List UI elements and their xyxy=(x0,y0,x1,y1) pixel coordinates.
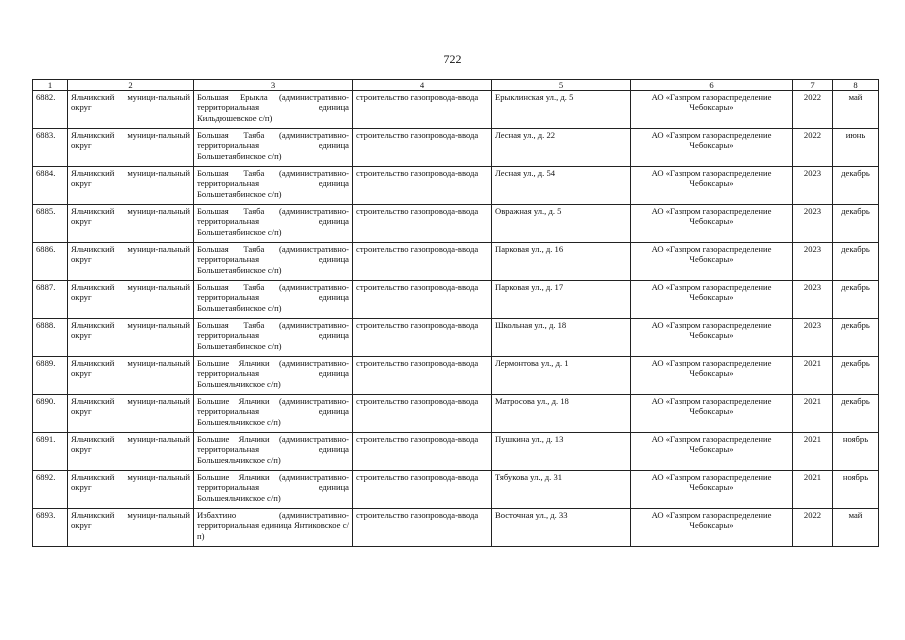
month-cell: июнь xyxy=(833,129,879,167)
settlement-cell: Большая Таяба (административно-территориальная единица Большетаябинское с/п) xyxy=(194,243,353,281)
work-type-cell: строительство газопровода-ввода xyxy=(353,319,492,357)
work-type-cell: строительство газопровода-ввода xyxy=(353,205,492,243)
row-number-cell: 6893. xyxy=(33,509,68,547)
organization-cell: АО «Газпром газораспределение Чебоксары» xyxy=(631,319,793,357)
year-cell: 2023 xyxy=(793,319,833,357)
organization-cell: АО «Газпром газораспределение Чебоксары» xyxy=(631,205,793,243)
settlement-cell: Большие Яльчики (административно-территориальная единица Большеяльчикское с/п) xyxy=(194,471,353,509)
table-header-row xyxy=(33,80,879,91)
work-type-cell: строительство газопровода-ввода xyxy=(353,243,492,281)
settlement-cell: Избахтино (административно-территориальная единица Янтиковское с/п) xyxy=(194,509,353,547)
table-row xyxy=(33,243,879,281)
year-cell: 2022 xyxy=(793,509,833,547)
table-row xyxy=(33,357,879,395)
work-type-cell: строительство газопровода-ввода xyxy=(353,433,492,471)
organization-cell: АО «Газпром газораспределение Чебоксары» xyxy=(631,357,793,395)
address-cell: Пушкина ул., д. 13 xyxy=(492,433,631,471)
year-cell: 2023 xyxy=(793,281,833,319)
table-body xyxy=(33,91,879,547)
page-number: 722 xyxy=(443,52,462,66)
settlement-cell: Большая Ерыкла (административно-территориальная единица Кильдюшевское с/п) xyxy=(194,91,353,129)
table-row xyxy=(33,129,879,167)
organization-cell: АО «Газпром газораспределение Чебоксары» xyxy=(631,243,793,281)
work-type-cell: строительство газопровода-ввода xyxy=(353,471,492,509)
row-number-cell: 6892. xyxy=(33,471,68,509)
address-cell: Тябукова ул., д. 31 xyxy=(492,471,631,509)
column-header: 4 xyxy=(353,80,492,91)
district-cell: Яльчикский муници-пальный округ xyxy=(68,91,194,129)
organization-cell: АО «Газпром газораспределение Чебоксары» xyxy=(631,91,793,129)
district-cell: Яльчикский муници-пальный округ xyxy=(68,433,194,471)
organization-cell: АО «Газпром газораспределение Чебоксары» xyxy=(631,129,793,167)
work-type-cell: строительство газопровода-ввода xyxy=(353,395,492,433)
month-cell: май xyxy=(833,509,879,547)
district-cell: Яльчикский муници-пальный округ xyxy=(68,357,194,395)
address-cell: Школьная ул., д. 18 xyxy=(492,319,631,357)
year-cell: 2021 xyxy=(793,395,833,433)
year-cell: 2023 xyxy=(793,243,833,281)
column-header: 2 xyxy=(68,80,194,91)
district-cell: Яльчикский муници-пальный округ xyxy=(68,129,194,167)
district-cell: Яльчикский муници-пальный округ xyxy=(68,471,194,509)
address-cell: Лермонтова ул., д. 1 xyxy=(492,357,631,395)
column-header: 5 xyxy=(492,80,631,91)
month-cell: декабрь xyxy=(833,205,879,243)
row-number-cell: 6885. xyxy=(33,205,68,243)
table-row xyxy=(33,205,879,243)
work-type-cell: строительство газопровода-ввода xyxy=(353,167,492,205)
district-cell: Яльчикский муници-пальный округ xyxy=(68,243,194,281)
organization-cell: АО «Газпром газораспределение Чебоксары» xyxy=(631,281,793,319)
settlement-cell: Большие Яльчики (административно-территориальная единица Большеяльчикское с/п) xyxy=(194,433,353,471)
month-cell: декабрь xyxy=(833,243,879,281)
address-cell: Овражная ул., д. 5 xyxy=(492,205,631,243)
work-type-cell: строительство газопровода-ввода xyxy=(353,281,492,319)
district-cell: Яльчикский муници-пальный округ xyxy=(68,205,194,243)
row-number-cell: 6882. xyxy=(33,91,68,129)
year-cell: 2022 xyxy=(793,91,833,129)
address-cell: Матросова ул., д. 18 xyxy=(492,395,631,433)
district-cell: Яльчикский муници-пальный округ xyxy=(68,167,194,205)
table-row xyxy=(33,167,879,205)
table-row xyxy=(33,433,879,471)
table-row xyxy=(33,319,879,357)
row-number-cell: 6891. xyxy=(33,433,68,471)
district-cell: Яльчикский муници-пальный округ xyxy=(68,319,194,357)
settlement-cell: Большая Таяба (административно-территориальная единица Большетаябинское с/п) xyxy=(194,205,353,243)
organization-cell: АО «Газпром газораспределение Чебоксары» xyxy=(631,433,793,471)
address-cell: Лесная ул., д. 54 xyxy=(492,167,631,205)
row-number-cell: 6888. xyxy=(33,319,68,357)
row-number-cell: 6886. xyxy=(33,243,68,281)
settlement-cell: Большая Таяба (административно-территориальная единица Большетаябинское с/п) xyxy=(194,281,353,319)
column-header: 1 xyxy=(33,80,68,91)
row-number-cell: 6884. xyxy=(33,167,68,205)
district-cell: Яльчикский муници-пальный округ xyxy=(68,281,194,319)
month-cell: декабрь xyxy=(833,357,879,395)
organization-cell: АО «Газпром газораспределение Чебоксары» xyxy=(631,471,793,509)
organization-cell: АО «Газпром газораспределение Чебоксары» xyxy=(631,509,793,547)
column-header: 7 xyxy=(793,80,833,91)
address-cell: Восточная ул., д. 33 xyxy=(492,509,631,547)
settlement-cell: Большие Яльчики (административно-территориальная единица Большеяльчикское с/п) xyxy=(194,395,353,433)
organization-cell: АО «Газпром газораспределение Чебоксары» xyxy=(631,395,793,433)
settlement-cell: Большая Таяба (административно-территориальная единица Большетаябинское с/п) xyxy=(194,167,353,205)
column-header: 8 xyxy=(833,80,879,91)
work-type-cell: строительство газопровода-ввода xyxy=(353,129,492,167)
row-number-cell: 6890. xyxy=(33,395,68,433)
column-header: 6 xyxy=(631,80,793,91)
year-cell: 2021 xyxy=(793,471,833,509)
table-row xyxy=(33,91,879,129)
work-type-cell: строительство газопровода-ввода xyxy=(353,91,492,129)
row-number-cell: 6887. xyxy=(33,281,68,319)
address-cell: Лесная ул., д. 22 xyxy=(492,129,631,167)
month-cell: ноябрь xyxy=(833,471,879,509)
address-cell: Ерыклинская ул., д. 5 xyxy=(492,91,631,129)
month-cell: декабрь xyxy=(833,395,879,433)
table-row xyxy=(33,471,879,509)
month-cell: ноябрь xyxy=(833,433,879,471)
row-number-cell: 6889. xyxy=(33,357,68,395)
year-cell: 2022 xyxy=(793,129,833,167)
month-cell: декабрь xyxy=(833,319,879,357)
month-cell: декабрь xyxy=(833,167,879,205)
year-cell: 2021 xyxy=(793,433,833,471)
month-cell: май xyxy=(833,91,879,129)
month-cell: декабрь xyxy=(833,281,879,319)
settlement-cell: Большие Яльчики (административно-территориальная единица Большеяльчикское с/п) xyxy=(194,357,353,395)
table-row xyxy=(33,395,879,433)
district-cell: Яльчикский муници-пальный округ xyxy=(68,509,194,547)
row-number-cell: 6883. xyxy=(33,129,68,167)
table-row xyxy=(33,281,879,319)
work-type-cell: строительство газопровода-ввода xyxy=(353,509,492,547)
work-type-cell: строительство газопровода-ввода xyxy=(353,357,492,395)
settlement-cell: Большая Таяба (административно-территориальная единица Большетаябинское с/п) xyxy=(194,129,353,167)
gasification-table xyxy=(32,79,879,547)
address-cell: Парковая ул., д. 16 xyxy=(492,243,631,281)
address-cell: Парковая ул., д. 17 xyxy=(492,281,631,319)
district-cell: Яльчикский муници-пальный округ xyxy=(68,395,194,433)
table-row xyxy=(33,509,879,547)
year-cell: 2021 xyxy=(793,357,833,395)
year-cell: 2023 xyxy=(793,167,833,205)
year-cell: 2023 xyxy=(793,205,833,243)
organization-cell: АО «Газпром газораспределение Чебоксары» xyxy=(631,167,793,205)
settlement-cell: Большая Таяба (административно-территориальная единица Большетаябинское с/п) xyxy=(194,319,353,357)
column-header: 3 xyxy=(194,80,353,91)
